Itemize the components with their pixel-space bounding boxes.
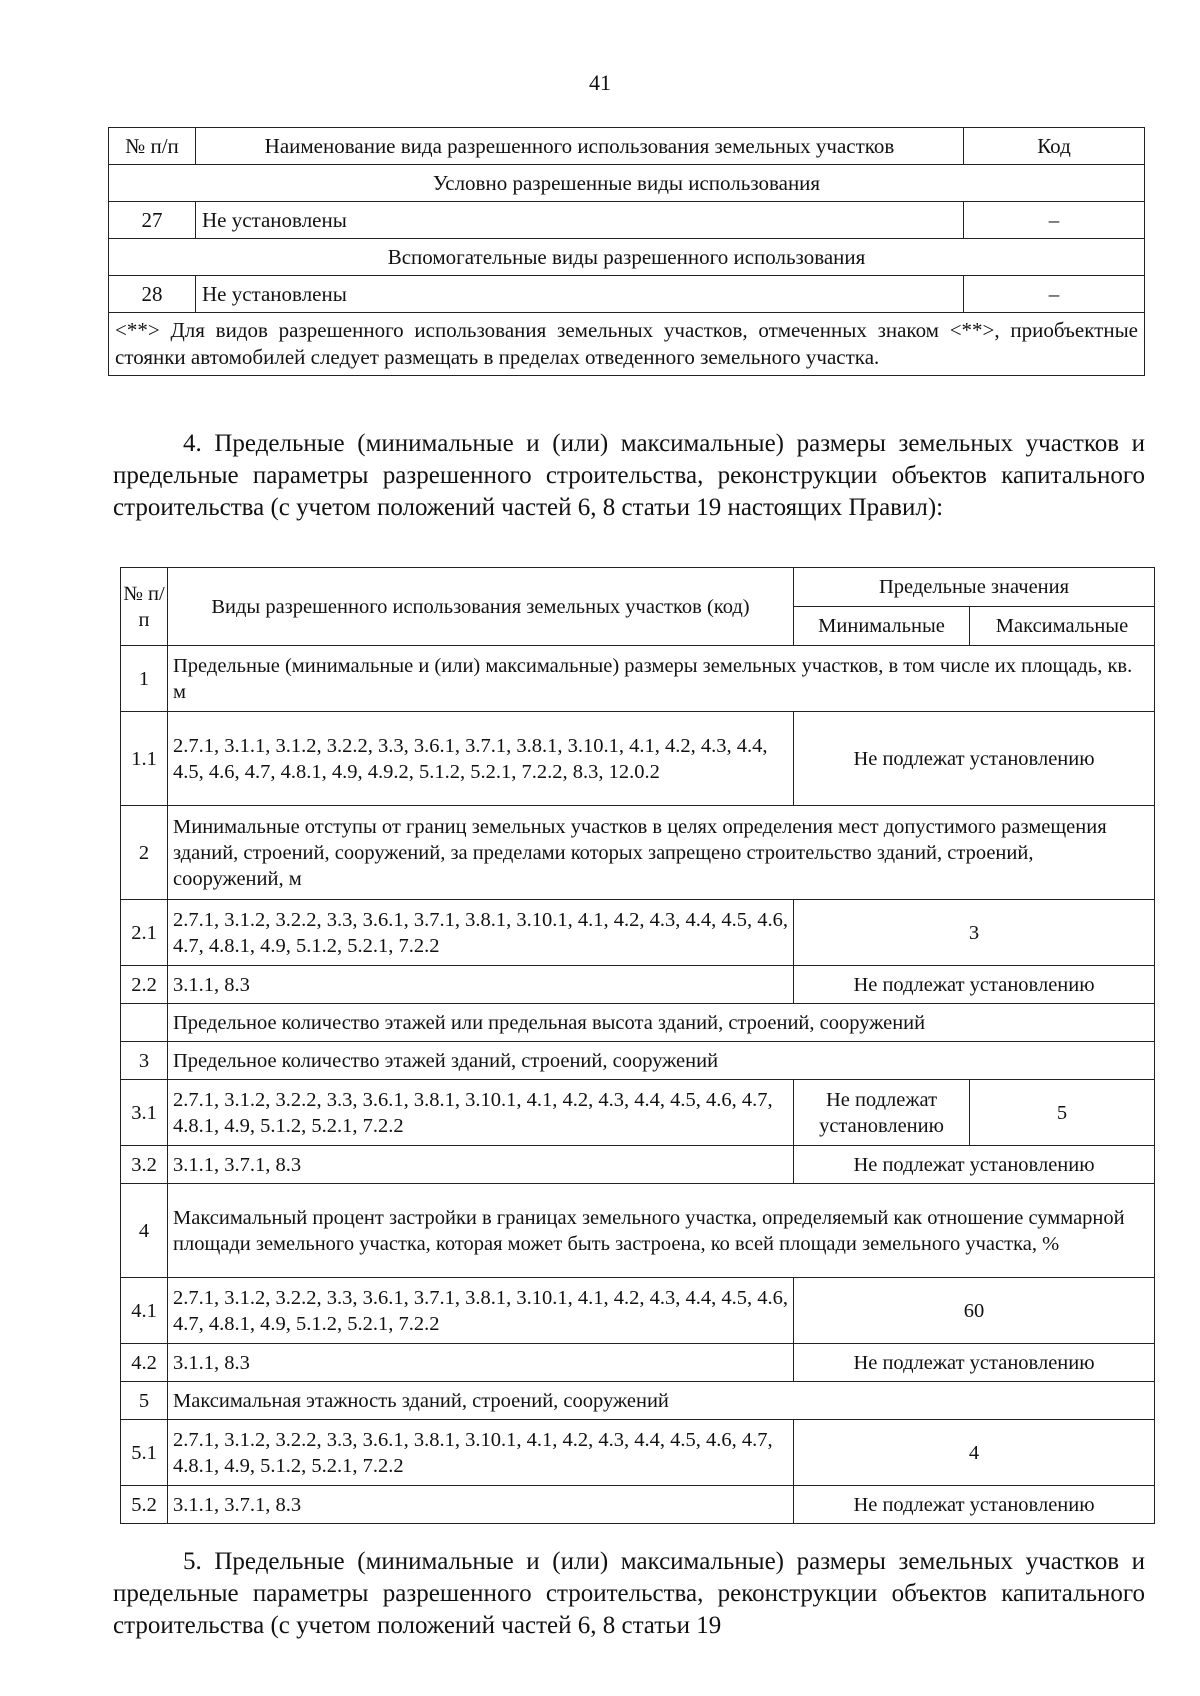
row-text: Минимальные отступы от границ земельных участков в целях определения мест допустимого размещения зданий, строений, сооружений, за пределами которых запрещено строительство зданий, строений, сооружений, м <box>168 806 1155 900</box>
table-row <box>109 276 1145 313</box>
table-row <box>121 1042 1155 1080</box>
row-num: 4.2 <box>121 1344 168 1382</box>
parking-note: <**> Для видов разрешенного использования земельных участков, отмеченных знаком <**>, приобъектные стоянки автомобилей следует размещать в пределах отведенного земельного участка. <box>109 313 1145 376</box>
row-num: 2 <box>121 806 168 900</box>
note-row <box>109 313 1145 376</box>
row-codes: 2.7.1, 3.1.2, 3.2.2, 3.3, 3.6.1, 3.7.1, 3.8.1, 3.10.1, 4.1, 4.2, 4.3, 4.4, 4.5, 4.6, 4.7, 4.8.1, 4.9, 5.1.2, 5.2.1, 7.2.2 <box>168 900 794 966</box>
section-conditional: Условно разрешенные виды использования <box>109 165 1145 202</box>
row-value: 3 <box>794 900 1155 966</box>
row-num: 3.1 <box>121 1080 168 1146</box>
header-min: Минимальные <box>794 607 970 646</box>
row-num: 27 <box>109 202 196 239</box>
header-name: Наименование вида разрешенного использования земельных участков <box>196 128 964 165</box>
row-code: – <box>964 276 1145 313</box>
row-num: 5.2 <box>121 1486 168 1524</box>
row-num: 3 <box>121 1042 168 1080</box>
header-limits: Предельные значения <box>794 568 1155 607</box>
row-value: Не подлежат установлению <box>794 966 1155 1004</box>
row-codes: 2.7.1, 3.1.2, 3.2.2, 3.3, 3.6.1, 3.7.1, 3.8.1, 3.10.1, 4.1, 4.2, 4.3, 4.4, 4.5, 4.6, 4.7, 4.8.1, 4.9, 5.1.2, 5.2.1, 7.2.2 <box>168 1278 794 1344</box>
row-num: 5.1 <box>121 1420 168 1486</box>
row-name: Не установлены <box>196 276 964 313</box>
paragraph-4: 4. Предельные (минимальные и (или) максимальные) размеры земельных участков и предельные параметры разрешенного строительства, реконструкции объектов капитального строительства (с учетом положений частей 6, 8 статьи 19 настоящих Правил): <box>113 430 1145 521</box>
header-num: № п/п <box>121 568 168 646</box>
row-text: Предельное количество этажей зданий, строений, сооружений <box>168 1042 1155 1080</box>
table-row <box>121 1004 1155 1042</box>
limit-parameters-table <box>120 567 1155 1524</box>
land-use-types-table <box>108 127 1145 376</box>
table-row <box>121 1382 1155 1420</box>
table-row <box>121 1486 1155 1524</box>
row-max: 5 <box>970 1080 1155 1146</box>
row-codes: 2.7.1, 3.1.2, 3.2.2, 3.3, 3.6.1, 3.8.1, 3.10.1, 4.1, 4.2, 4.3, 4.4, 4.5, 4.6, 4.7, 4.8.1, 4.9, 5.1.2, 5.2.1, 7.2.2 <box>168 1080 794 1146</box>
header-num: № п/п <box>109 128 196 165</box>
table-row <box>109 202 1145 239</box>
table-row <box>121 806 1155 900</box>
row-value: Не подлежат установлению <box>794 712 1155 806</box>
row-text: Максимальный процент застройки в границах земельного участка, определяемый как отношение суммарной площади земельного участка, которая может быть застроена, ко всей площади земельного участка, % <box>168 1184 1155 1278</box>
row-codes: 3.1.1, 3.7.1, 8.3 <box>168 1146 794 1184</box>
table-row <box>121 1184 1155 1278</box>
table-row <box>121 900 1155 966</box>
row-num: 1 <box>121 646 168 712</box>
row-codes: 2.7.1, 3.1.1, 3.1.2, 3.2.2, 3.3, 3.6.1, 3.7.1, 3.8.1, 3.10.1, 4.1, 4.2, 4.3, 4.4, 4.5, 4.6, 4.7, 4.8.1, 4.9, 4.9.2, 5.1.2, 5.2.1, 7.2.2, 8.3, 12.0.2 <box>168 712 794 806</box>
table-row <box>121 1344 1155 1382</box>
row-codes: 3.1.1, 3.7.1, 8.3 <box>168 1486 794 1524</box>
page-number: 41 <box>589 70 611 95</box>
row-name: Не установлены <box>196 202 964 239</box>
table-row <box>121 712 1155 806</box>
table-row <box>121 966 1155 1004</box>
paragraph-5: 5. Предельные (минимальные и (или) максимальные) размеры земельных участков и предельные параметры разрешенного строительства, реконструкции объектов капитального строительства (с учетом положений частей 6, 8 статьи 19 <box>113 1548 1145 1639</box>
section-auxiliary: Вспомогательные виды разрешенного использования <box>109 239 1145 276</box>
row-code: – <box>964 202 1145 239</box>
row-value: 60 <box>794 1278 1155 1344</box>
row-value: Не подлежат установлению <box>794 1486 1155 1524</box>
row-text: Предельное количество этажей или предельная высота зданий, строений, сооружений <box>168 1004 1155 1042</box>
row-value: 4 <box>794 1420 1155 1486</box>
row-num: 4 <box>121 1184 168 1278</box>
section-row <box>109 165 1145 202</box>
row-text: Максимальная этажность зданий, строений, сооружений <box>168 1382 1155 1420</box>
table-header-row <box>109 128 1145 165</box>
row-num: 4.1 <box>121 1278 168 1344</box>
row-num: 3.2 <box>121 1146 168 1184</box>
row-num: 28 <box>109 276 196 313</box>
row-num: 1.1 <box>121 712 168 806</box>
header-code: Код <box>964 128 1145 165</box>
table-row <box>121 1146 1155 1184</box>
section-row <box>109 239 1145 276</box>
row-value: Не подлежат установлению <box>794 1344 1155 1382</box>
row-value: Не подлежат установлению <box>794 1146 1155 1184</box>
table-row <box>121 1278 1155 1344</box>
row-codes: 3.1.1, 8.3 <box>168 966 794 1004</box>
row-text: Предельные (минимальные и (или) максимальные) размеры земельных участков, в том числе их площадь, кв. м <box>168 646 1155 712</box>
row-min: Не подлежат установлению <box>794 1080 970 1146</box>
table-row <box>121 1080 1155 1146</box>
header-max: Максимальные <box>970 607 1155 646</box>
table-row <box>121 646 1155 712</box>
row-codes: 3.1.1, 8.3 <box>168 1344 794 1382</box>
table-header-row <box>121 568 1155 607</box>
row-num: 2.2 <box>121 966 168 1004</box>
header-kinds: Виды разрешенного использования земельных участков (код) <box>168 568 794 646</box>
row-num <box>121 1004 168 1042</box>
row-num: 2.1 <box>121 900 168 966</box>
row-codes: 2.7.1, 3.1.2, 3.2.2, 3.3, 3.6.1, 3.8.1, 3.10.1, 4.1, 4.2, 4.3, 4.4, 4.5, 4.6, 4.7, 4.8.1, 4.9, 5.1.2, 5.2.1, 7.2.2 <box>168 1420 794 1486</box>
table-row <box>121 1420 1155 1486</box>
row-num: 5 <box>121 1382 168 1420</box>
